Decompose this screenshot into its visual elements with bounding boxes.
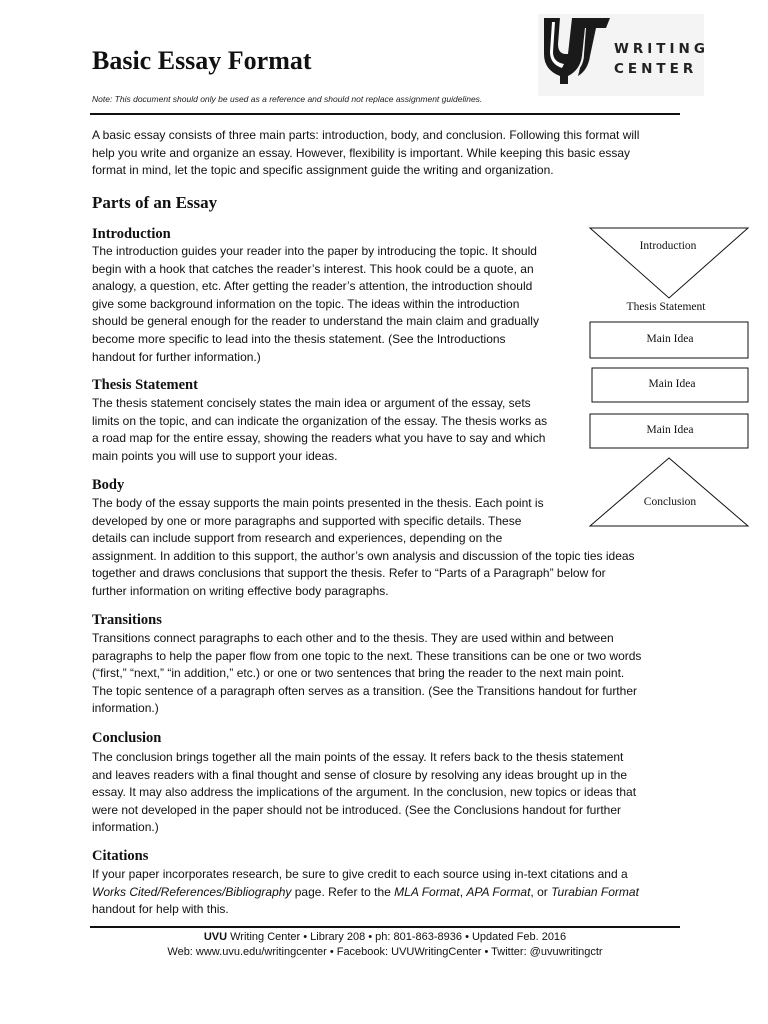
section-body-citations (92, 866, 639, 919)
logo-text (614, 39, 709, 79)
section-body-conclusion (92, 749, 636, 837)
text-line: The conclusion brings together all the main points of the essay. It refers back to the thesis statement (92, 750, 624, 764)
diagram-main-idea-label: Main Idea (648, 378, 696, 390)
footer-divider (90, 926, 680, 928)
logo-line-writing: WRITING (614, 41, 709, 57)
text-line: (“first,” “next,” “in addition,” etc.) or one or two sentences that bring the reader to the next main point. (92, 666, 625, 681)
section-heading-transitions: Transitions (92, 612, 162, 628)
italic-ref: Works Cited/References/Bibliography (92, 884, 292, 899)
text-line: The body of the essay supports the main points presented in the thesis. Each point is (92, 496, 544, 510)
text-line: a road map for the entire essay, showing the readers what you have to say and which (92, 431, 546, 446)
intro-line: help you write and organize an essay. However, flexibility is important. While keeping this basic essay (92, 145, 631, 160)
text-line: together and draws conclusions that support the thesis. Refer to “Parts of a Paragraph” below for (92, 566, 606, 581)
text-line: handout for help with this. (92, 902, 229, 917)
section-heading-citations: Citations (92, 848, 149, 864)
italic-ref: MLA Format (394, 884, 460, 899)
footer-line-2: Web: www.uvu.edu/writingcenter • Facebook: UVUWritingCenter • Twitter: @uvuwritingctr (167, 946, 603, 958)
text-run: page. Refer to the (291, 884, 395, 899)
conclusion-pyramid (590, 458, 748, 526)
diagram-thesis-label: Thesis Statement (626, 301, 706, 313)
text-line: essay. It may also address the implications of the argument. In the conclusion, new topics or ideas that (92, 785, 637, 800)
logo-line-center: CENTER (614, 61, 698, 77)
page-title: Basic Essay Format (92, 46, 312, 75)
text-line: limits on the topic, and can indicate the organization of the essay. The thesis works as (92, 413, 548, 428)
diagram-main-idea-label: Main Idea (646, 424, 694, 436)
section-body-thesis (92, 395, 547, 465)
text-line: handout for further information.) (92, 349, 261, 364)
section-heading-conclusion: Conclusion (92, 730, 162, 746)
text-line: information.) (92, 820, 159, 835)
section-heading-thesis: Thesis Statement (92, 377, 198, 393)
text-line: become more specific to lead into the thesis statement. (See the Introductions (92, 331, 506, 346)
essay-structure-diagram (588, 226, 750, 530)
text-line: The topic sentence of a paragraph often serves as a transition. (See the Transitions handout for further (92, 683, 637, 698)
text-line: begin with a hook that catches the reader’s interest. This hook could be a quote, an (92, 261, 534, 276)
section-heading-introduction: Introduction (92, 226, 171, 242)
text-line: were not developed in the paper should not be introduced. (See the Conclusions handout for further (92, 802, 622, 817)
text-run: , (459, 884, 467, 899)
footer-details: Writing Center • Library 208 • ph: 801-863-8936 • Updated Feb. 2016 (227, 931, 567, 943)
text-line: main points you will use to support your ideas. (92, 448, 338, 463)
introduction-funnel (590, 228, 748, 298)
text-line: The introduction guides your reader into the paper by introducing the topic. It should (92, 244, 537, 258)
section-heading-body: Body (92, 477, 125, 493)
intro-paragraph (92, 127, 639, 180)
section-body-introduction (92, 243, 539, 366)
diagram-introduction-label: Introduction (639, 240, 697, 252)
text-line (92, 884, 639, 902)
text-line: assignment. In addition to this support, the author’s own analysis and discussion of the topic ties ideas (92, 548, 635, 563)
diagram-conclusion-label: Conclusion (643, 496, 697, 508)
text-line: details can include support from research and experiences, depending on the (92, 531, 503, 546)
text-line: information.) (92, 701, 159, 716)
text-line: paragraphs to help the paper flow from one topic to the next. These transitions can be one or two words (92, 648, 642, 663)
header-divider (90, 113, 680, 115)
italic-ref: Turabian Format (551, 884, 639, 899)
diagram-main-idea-label: Main Idea (646, 333, 694, 345)
text-run: , or (530, 884, 552, 899)
italic-ref: APA Format (466, 884, 531, 899)
text-line: and leaves readers with a final thought and sense of closure by resolving any ideas brought up in the (92, 767, 628, 782)
section-body-body (92, 495, 635, 601)
footer-line-1 (90, 931, 680, 943)
parts-heading: Parts of an Essay (92, 193, 218, 212)
text-line: analogy, a question, etc. After getting the reader’s attention, the introduction should (92, 279, 533, 294)
text-line: The thesis statement concisely states the main idea or argument of the essay, sets (92, 396, 531, 410)
text-line: should be general enough for the reader to understand the main claim and gradually (92, 314, 539, 329)
intro-line: A basic essay consists of three main parts: introduction, body, and conclusion. Following this format will (92, 128, 640, 142)
intro-line: format in mind, let the topic and specific assignment guide the writing and organization. (92, 163, 554, 178)
disclaimer-note: Note: This document should only be used as a reference and should not replace assignment guidelines. (92, 94, 483, 104)
text-line: developed by one or more paragraphs and supported with specific details. These (92, 513, 522, 528)
text-line: Transitions connect paragraphs to each other and to the thesis. They are used within and between (92, 631, 614, 645)
text-line: give some background information on the topic. The ideas within the introduction (92, 296, 520, 311)
section-body-transitions (92, 630, 641, 718)
text-line: further information on writing effective body paragraphs. (92, 583, 389, 598)
footer-org: UVU (203, 931, 228, 943)
text-line: If your paper incorporates research, be sure to give credit to each source using in-text citations and a (92, 867, 628, 881)
